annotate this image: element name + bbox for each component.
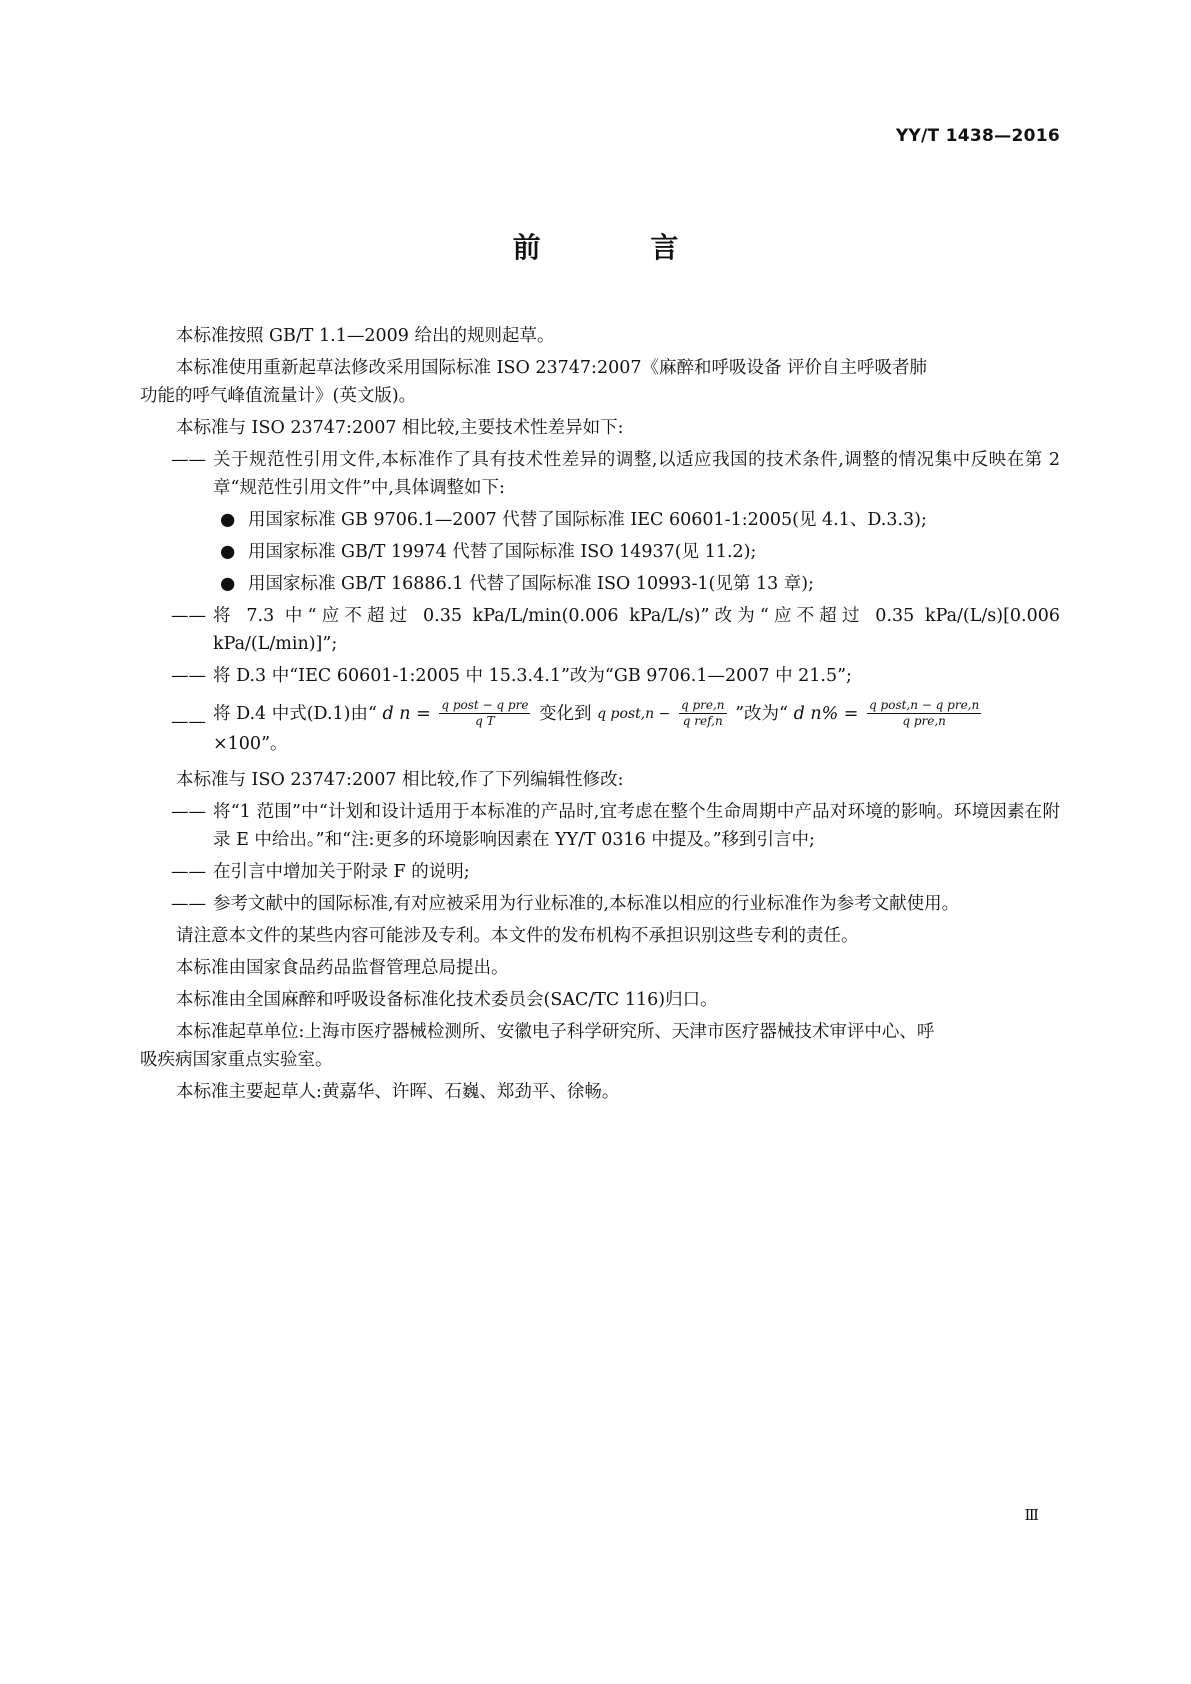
paragraph: 本标准由国家食品药品监督管理总局提出。 <box>176 957 509 978</box>
fraction-3: $\frac{\text{q post,n − q pre,n}}{\text{q pre,n}}$ <box>869 698 980 728</box>
dash-item: —— 将 7.3 中“应不超过 0.35 kPa/L/min(0.006 kPa/L/s)”改为“应不超过 0.35 kPa/(L/s)[0.006 kPa/(L/min)]”; <box>171 602 1060 658</box>
paragraph: 本标准与 ISO 23747:2007 相比较,主要技术性差异如下: <box>176 418 624 438</box>
foreword-body <box>140 322 1060 1110</box>
paragraph: 本标准按照 GB/T 1.1—2009 给出的规则起草。 <box>176 326 555 346</box>
bullet-item: ● 用国家标准 GB/T 16886.1 代替了国际标准 ISO 10993-1(见第 13 章); <box>176 570 1060 598</box>
dash-mark: —— <box>171 801 206 822</box>
fraction-2: $\frac{\text{q pre,n}}{\text{q ref,n}}$ <box>680 698 725 728</box>
paragraph: 本标准起草单位:上海市医疗器械检测所、安徽电子科学研究所、天津市医疗器械技术审评中心、呼 吸疾病国家重点实验室。 <box>140 1021 935 1070</box>
dash-item: —— 在引言中增加关于附录 F 的说明; <box>171 858 1060 886</box>
paragraph: 本标准与 ISO 23747:2007 相比较,作了下列编辑性修改: <box>176 769 624 790</box>
bullet-icon: ● <box>220 542 236 562</box>
paragraph: 请注意本文件的某些内容可能涉及专利。本文件的发布机构不承担识别这些专利的责任。 <box>176 925 859 946</box>
dash-mark: —— <box>171 712 206 732</box>
dash-item: —— 关于规范性引用文件,本标准作了具有技术性差异的调整,以适应我国的技术条件,调整的情况集中反映在第 2 章“规范性引用文件”中,具体调整如下: <box>171 446 1060 502</box>
fraction-1: $\frac{\text{q post − q pre}}{\text{q T}}$ <box>441 698 529 728</box>
page-title: 前 言 <box>512 231 729 264</box>
bullet-icon: ● <box>220 510 236 530</box>
dash-item: —— 将“1 范围”中“计划和设计适用于本标准的产品时,宜考虑在整个生命周期中产品对环境的影响。环境因素在附录 E 中给出。”和“注:更多的环境影响因素在 YY/T 0316 中提及。”移到引言中; <box>171 798 1060 854</box>
dash-mark: —— <box>171 450 206 470</box>
dash-mark: —— <box>171 893 206 914</box>
dash-mark: —— <box>171 666 206 686</box>
dash-mark: —— <box>171 606 206 626</box>
bullet-item: ● 用国家标准 GB/T 19974 代替了国际标准 ISO 14937(见 11.2); <box>176 538 1060 566</box>
paragraph: 本标准使用重新起草法修改采用国际标准 ISO 23747:2007《麻醉和呼吸设备 评价自主呼吸者肺 功能的呼气峰值流量计》(英文版)。 <box>140 358 928 406</box>
bullet-icon: ● <box>220 574 236 594</box>
standard-code: YY/T 1438—2016 <box>895 126 1060 146</box>
bullet-item: ● 用国家标准 GB 9706.1—2007 代替了国际标准 IEC 60601-1:2005(见 4.1、D.3.3); <box>176 506 1060 534</box>
dash-mark: —— <box>171 861 206 882</box>
paragraph: 本标准由全国麻醉和呼吸设备标准化技术委员会(SAC/TC 116)归口。 <box>176 989 718 1010</box>
paragraph: 本标准主要起草人:黄嘉华、许晖、石巍、郑劲平、徐畅。 <box>176 1081 620 1102</box>
formula-item: —— 将 D.4 中式(D.1)由“ d n = $\frac{\text{q post − q pre}}{\text{q T}}$ 变化到 q post,n − $\frac{\text{q pre,n}}{\text{q ref,n}}$ ”改为“ d n% = $\frac{\text{q post,n − q pre,n}}{\text{q pre,n}}$ ×100”。 <box>171 698 980 754</box>
page-number: Ⅲ <box>1024 1506 1039 1524</box>
dash-item: —— 将 D.3 中“IEC 60601-1:2005 中 15.3.4.1”改为“GB 9706.1—2007 中 21.5”; <box>171 662 1060 690</box>
dash-item: —— 参考文献中的国际标准,有对应被采用为行业标准的,本标准以相应的行业标准作为参考文献使用。 <box>171 890 1060 918</box>
